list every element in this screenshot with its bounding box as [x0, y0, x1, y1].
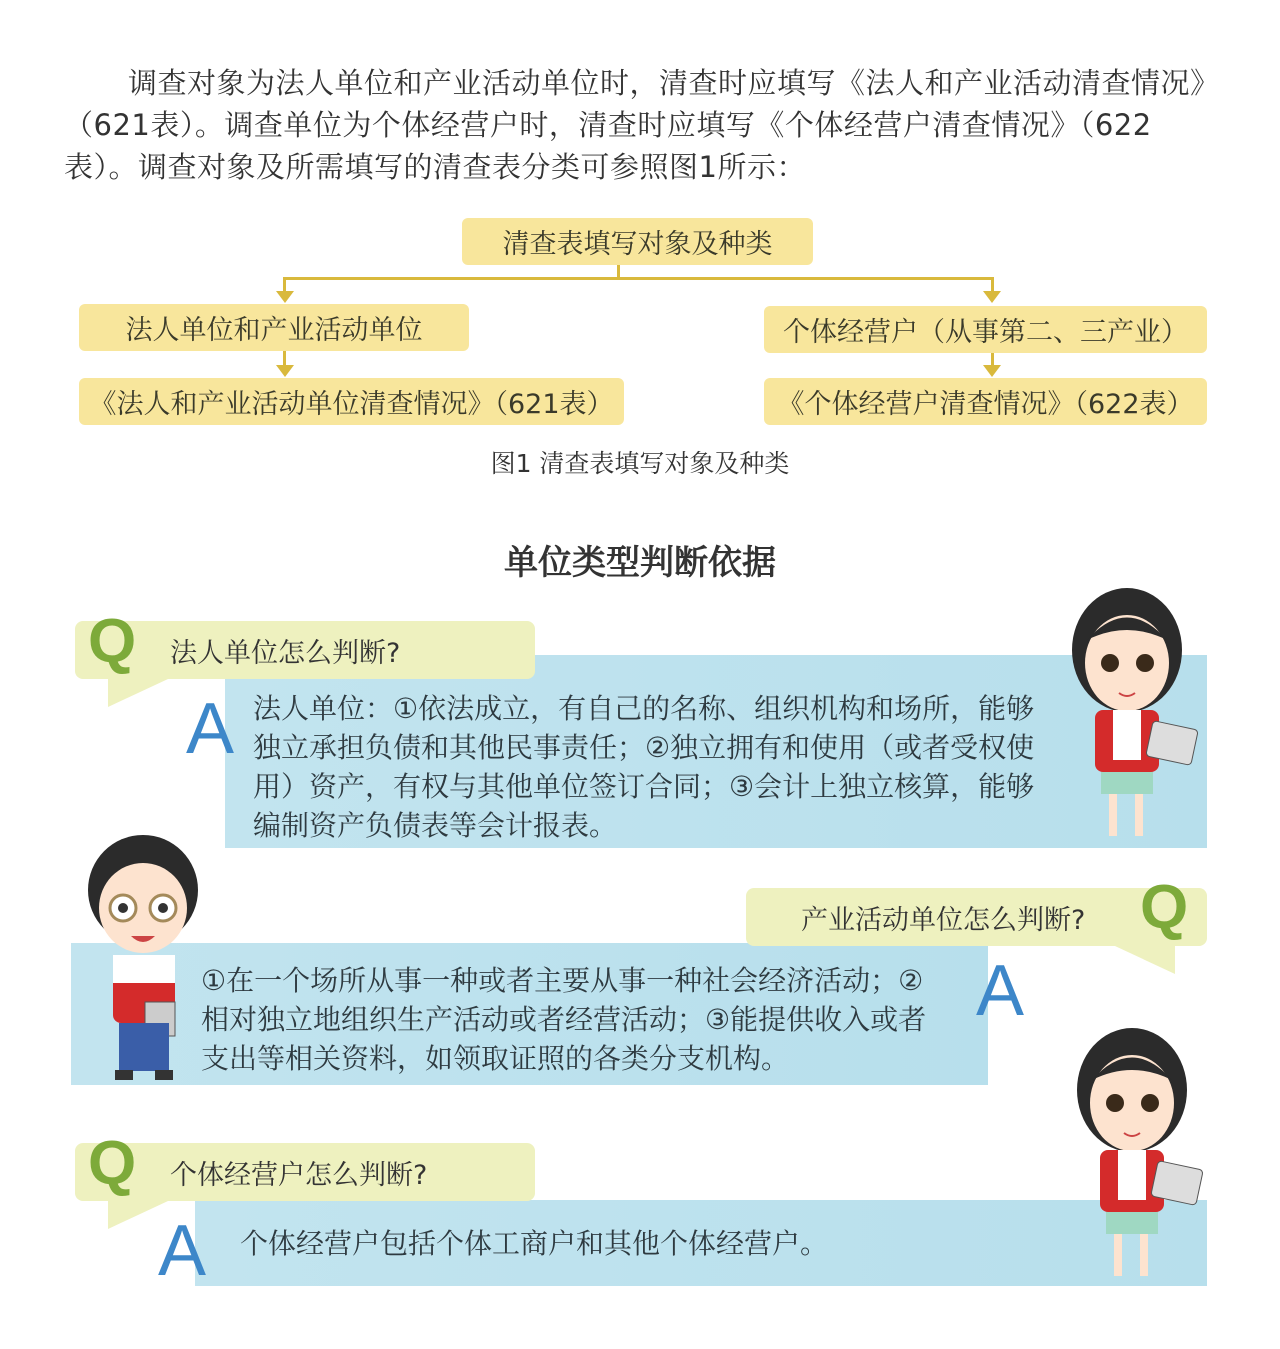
arrow-icon [983, 291, 1001, 303]
bubble-tail [1115, 946, 1175, 974]
question-box [75, 1143, 535, 1201]
question-text: 产业活动单位怎么判断? [801, 904, 1086, 936]
answer-panel: ①在一个场所从事一种或者主要从事一种社会经济活动；②相对独立地组织生产活动或者经营活动；③能提供收入或者支出等相关资料，如领取证照的各类分支机构。 [71, 943, 988, 1085]
question-box [75, 621, 535, 679]
connector [991, 277, 994, 291]
intro-paragraph: 调查对象为法人单位和产业活动单位时，清查时应填写《法人和产业活动清查情况》（621表）。调查单位为个体经营户时，清查时应填写《个体经营户清查情况》（622表）。调查对象及所需填写的清查表分类可参照图1所示： [64, 66, 1206, 184]
a-letter: A [158, 1211, 207, 1291]
q-letter: Q [1140, 873, 1189, 942]
figure-caption: 图1 清查表填写对象及种类 [490, 449, 790, 478]
flow-root: 清查表填写对象及种类 [462, 218, 813, 265]
connector [991, 353, 994, 365]
flow-left: 法人单位和产业活动单位 [79, 304, 469, 351]
flow-left-form: 《法人和产业活动单位清查情况》（621表） [79, 378, 624, 425]
arrow-icon [276, 291, 294, 303]
question-text: 法人单位怎么判断? [170, 637, 401, 669]
flow-right: 个体经营户（从事第二、三产业） [764, 306, 1207, 353]
q-letter: Q [88, 607, 137, 676]
a-letter: A [186, 689, 235, 769]
arrow-icon [983, 365, 1001, 377]
bubble-tail [108, 679, 168, 707]
question-text: 个体经营户怎么判断? [170, 1159, 428, 1191]
connector [283, 277, 286, 291]
flow-right-form: 《个体经营户清查情况》（622表） [764, 378, 1207, 425]
girl-character-icon [1065, 585, 1205, 845]
answer-panel: 个体经营户包括个体工商户和其他个体经营户。 [195, 1200, 1207, 1286]
section-title: 单位类型判断依据 [504, 543, 776, 583]
girl-character-icon [1070, 1025, 1210, 1285]
connector [284, 277, 994, 280]
boy-character-icon [75, 830, 205, 1090]
answer-panel: 法人单位：①依法成立，有自己的名称、组织机构和场所，能够独立承担负债和其他民事责任；②独立拥有和使用（或者受权使用）资产，有权与其他单位签订合同；③会计上独立核算，能够编制资产负债表等会计报表。 [225, 655, 1207, 848]
connector [283, 351, 286, 365]
question-box [746, 888, 1207, 946]
arrow-icon [276, 365, 294, 377]
a-letter: A [976, 951, 1025, 1031]
q-letter: Q [88, 1129, 137, 1198]
